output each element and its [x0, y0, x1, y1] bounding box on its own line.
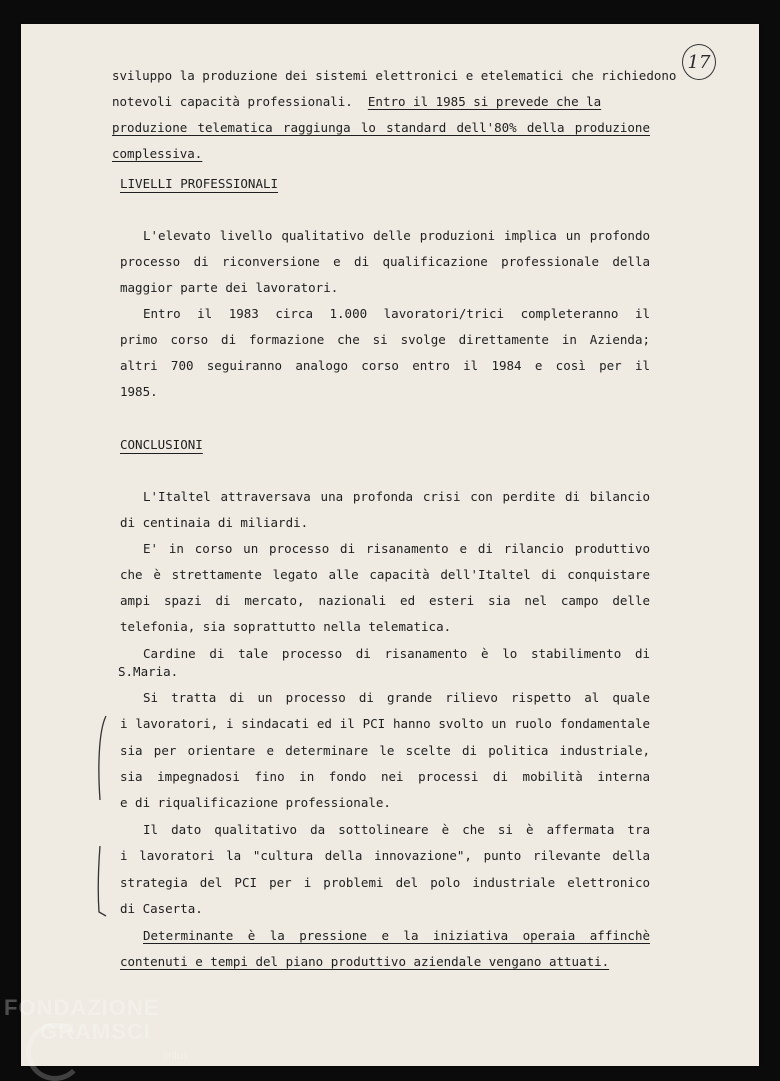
watermark-logo [4, 995, 189, 1062]
underlined-text-line: Determinante è la pressione e la iniziativa operaia affinchè [143, 928, 650, 943]
underlined-text-line: contenuti e tempi del piano produttivo aziendale vengano attuati. [120, 954, 610, 969]
underlined-text: Entro il 1985 si prevede che la [367, 94, 602, 109]
margin-bracket-mark [92, 842, 112, 920]
page-number: 17 [682, 44, 716, 80]
text-line: di centinaia di miliardi. [120, 515, 309, 530]
text-line: Cardine di tale processo di risanamento è lo stabilimento di [143, 646, 650, 661]
section-heading-livelli: LIVELLI PROFESSIONALI [120, 176, 279, 191]
text-line: maggior parte dei lavoratori. [120, 280, 339, 295]
text-line: i lavoratori, i sindacati ed il PCI hanno svolto un ruolo fondamentale [120, 716, 650, 731]
text-fragment: notevoli capacità professionali. [112, 94, 353, 109]
watermark-line1: FONDAZIONE [4, 995, 160, 1020]
text-line: altri 700 seguiranno analogo corso entro il 1984 e così per il [120, 358, 650, 373]
watermark-sub: onlus [162, 1050, 189, 1062]
text-line: che è strettamente legato alle capacità dell'Italtel di conquistare [120, 567, 650, 582]
text-line: ampi spazi di mercato, nazionali ed esteri sia nel campo delle [120, 593, 650, 608]
text-line: primo corso di formazione che si svolge direttamente in Azienda; [120, 332, 650, 347]
text-line: di Caserta. [120, 901, 203, 916]
text-line: L'Italtel attraversava una profonda crisi con perdite di bilancio [143, 489, 650, 504]
margin-bracket-mark [92, 712, 112, 804]
watermark-line2: GRAMSCI [40, 1019, 151, 1044]
text-line: sviluppo la produzione dei sistemi elettronici e etelematici che richiedono [112, 68, 677, 83]
underlined-text-line: complessiva. [112, 146, 203, 161]
underlined-text-line: produzione telematica raggiunga lo standard dell'80% della produzione [112, 120, 650, 135]
text-line: i lavoratori la "cultura della innovazione", punto rilevante della [120, 848, 650, 863]
text-line: Entro il 1983 circa 1.000 lavoratori/trici completeranno il [143, 306, 650, 321]
text-line: Il dato qualitativo da sottolineare è che si è affermata tra [143, 822, 650, 837]
section-heading-conclusioni: CONCLUSIONI [120, 437, 203, 452]
text-line: telefonia, sia soprattutto nella telematica. [120, 619, 452, 634]
text-line: E' in corso un processo di risanamento e di rilancio produttivo [143, 541, 650, 556]
text-line: Si tratta di un processo di grande rilievo rispetto al quale [143, 690, 650, 705]
logo-circle-mark [26, 1023, 84, 1081]
text-line: sia per orientare e determinare le scelte di politica industriale, [120, 743, 650, 758]
text-line: processo di riconversione e di qualificazione professionale della [120, 254, 650, 269]
text-line: strategia del PCI per i problemi del polo industriale elettronico [120, 875, 650, 890]
text-line: L'elevato livello qualitativo delle produzioni implica un profondo [143, 228, 650, 243]
text-line: S.Maria. [118, 664, 179, 679]
text-line: sia impegnadosi fino in fondo nei processi di mobilità interna [120, 769, 650, 784]
text-line: e di riqualificazione professionale. [120, 795, 391, 810]
text-line: 1985. [120, 384, 158, 399]
text-line [112, 94, 650, 110]
